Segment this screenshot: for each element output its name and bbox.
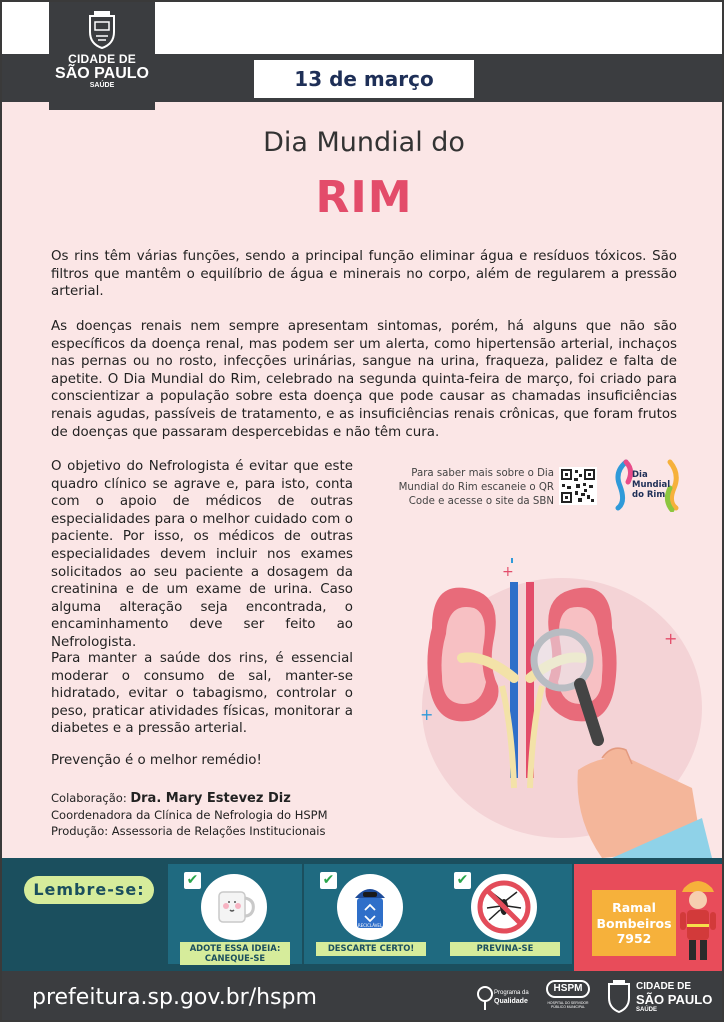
mug-icon [201,874,267,940]
logo-text-3: do Rim [632,490,666,500]
qr-instructions: Para saber mais sobre o Dia Mundial do Rim escaneie o QR Code e acesse o site da SBN [398,468,554,507]
collaborator-role: Coordenadora da Clínica de Nefrologia do HSPM [51,808,328,822]
footer-logo-line-1: CIDADE DE [636,981,692,992]
svg-text:+: + [664,629,678,648]
title-line-2: RIM [315,172,413,223]
date-label: 13 de março [254,60,474,98]
logo-line-3: SAÚDE [89,82,115,89]
quality-program-line-2: Qualidade [494,998,528,1005]
reminder-title: Lembre-se: [24,876,154,904]
logo-line-2: SÃO PAULO [55,65,149,82]
kidney-illustration [402,558,712,858]
fire-department-box [574,864,724,971]
reminder-card-mug [168,864,302,964]
paragraph-prevention: Prevenção é o melhor remédio! [51,753,262,768]
reminder-card-mosquito [438,864,572,964]
footer-logo-line-2: SÃO PAULO [636,992,713,1007]
reminder-label-recycle: DESCARTE CERTO! [316,942,426,956]
title-line-1: Dia Mundial do [263,127,465,158]
svg-text:+: + [420,705,434,724]
recycle-circle [337,874,403,940]
check-icon: ✔ [454,872,471,889]
collaboration-credits [51,790,328,839]
quality-program-logo [476,980,536,1016]
fire-line-3: 7952 [616,931,652,946]
qr-code-icon[interactable] [559,467,597,505]
check-icon: ✔ [320,872,337,889]
fire-line-2: Bombeiros [596,915,672,931]
hspm-wordmark: HSPM [546,980,590,998]
hspm-subtitle: HOSPITAL DO SERVIDOR PÚBLICO MUNICIPAL [547,1001,589,1009]
footer-city-logo [604,978,722,1020]
fire-line-1: Ramal [612,900,656,915]
city-crest-icon [84,10,120,50]
website-link[interactable]: prefeitura.sp.gov.br/hspm [32,985,317,1010]
firefighter-icon [678,874,718,964]
hspm-logo [540,978,596,1018]
no-mosquito-icon [471,874,537,940]
paragraph-functions: Os rins têm várias funções, sendo a principal função eliminar água e resíduos tóxicos. São filtros que mantêm o equilíbrio de água e minerais no corpo, além de regularem a pressão arterial. [51,249,677,300]
check-icon: ✔ [184,872,201,889]
collaborator-name: Dra. Mary Estevez Diz [130,791,291,806]
mug-circle [201,874,267,940]
bin-label: RECICLÁVEL [357,923,383,928]
footer-logo-line-3: SAÚDE [636,1007,658,1013]
footer-crest-icon [606,980,632,1014]
world-kidney-day-text [632,470,670,500]
reminder-label-mug: ADOTE ESSA IDEIA: CANEQUE-SE [180,942,290,965]
paragraph-nephrologist: O objetivo do Nefrologista é evitar que este quadro clínico se agrave e, para isto, conta com o apoio de médicos de outras especialidades para o melhor cuidado com o paciente. Por isso, os médicos de outras especialidades devem incluir nos exames solicitados ao seu paciente a dosagem da creatinina e de um exame de urina. Caso alguma alteração seja encontrada, o encaminhamento deve ser feito ao Nefrologista. [51,459,353,650]
logo-text-2: Mundial [632,480,671,490]
mosquito-circle [471,874,537,940]
city-logo [49,2,155,110]
collaboration-label: Colaboração: [51,791,127,805]
reminder-label-mosquito: PREVINA-SE [450,942,560,956]
production-credit: Produção: Assessoria de Relações Institucionais [51,824,326,838]
paragraph-symptoms: As doenças renais nem sempre apresentam sintomas, porém, há alguns que não são específicos da doença renal, mas podem ser um alerta, como hipertensão arterial, inchaços nas pernas ou no rosto, infecções urinárias, sangue na urina, fraqueza, palidez e falta de apetite. O Dia Mundial do Rim, celebrado na segunda quinta-feira de março, foi criado para conscientizar a população sobre esta doença que pode causar as chamadas insuficiências renais agudas, passíveis de tratamento, e as insuficiências renais crônicas, que foram frutos de doenças que passaram despercebidas e não têm cura. [51,319,677,440]
paragraph-health-tips: Para manter a saúde dos rins, é essencial moderar o consumo de sal, manter-se hidratado, evitar o tabagismo, controlar o peso, praticar atividades físicas, monitorar a diabetes e a pressão arterial. [51,651,353,737]
logo-text-1: Dia [632,470,648,480]
quality-program-line-1: Programa da [494,990,529,996]
quality-program-icon [476,984,494,1012]
logo-line-1: CIDADE DE [68,52,136,66]
svg-text:+: + [502,564,514,580]
reminder-card-recycle [304,864,438,964]
recycle-bin-icon [337,874,403,940]
fire-extension-label [592,890,676,956]
